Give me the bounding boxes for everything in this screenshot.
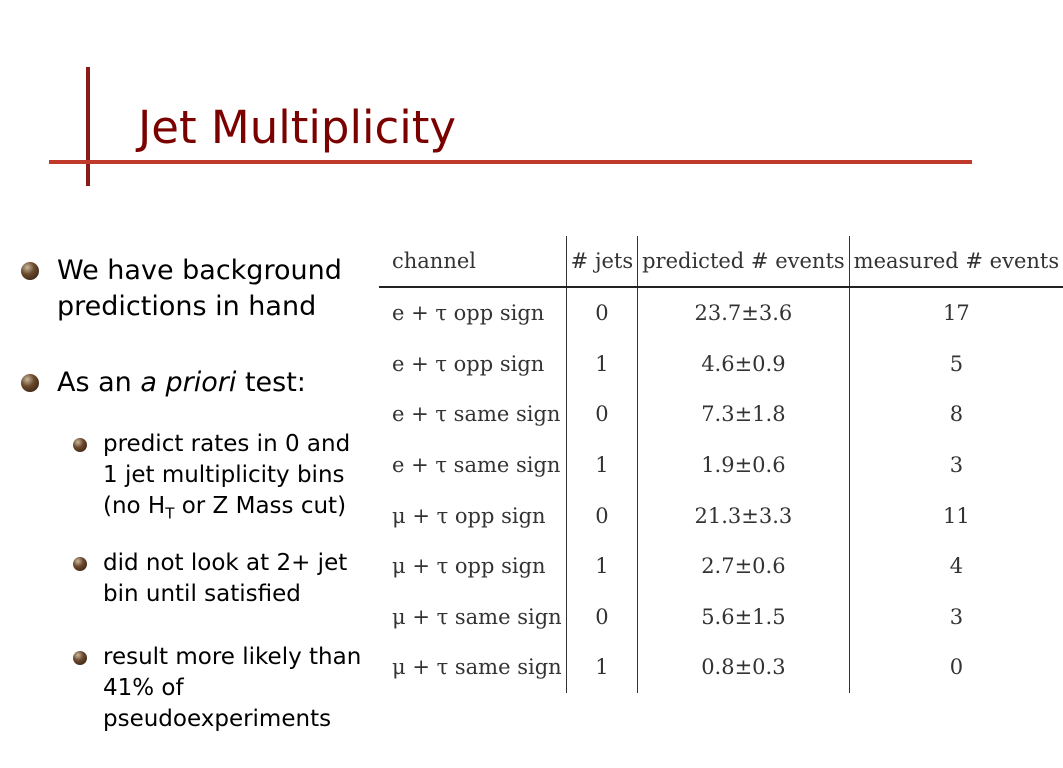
sub-bullet-dot-icon (73, 438, 87, 452)
table-row (379, 339, 1063, 390)
cell-channel: μ + τ opp sign (392, 554, 546, 579)
cell-jets: 0 (566, 389, 637, 440)
sub-bullet-1-line-3 (103, 491, 346, 530)
header-channel: channel (379, 236, 566, 287)
bullet-dot-icon (21, 262, 39, 280)
header-jets: # jets (566, 236, 637, 287)
cell-predicted: 23.7±3.6 (638, 287, 850, 339)
table-row (379, 440, 1063, 491)
cell-predicted: 1.9±0.6 (638, 440, 850, 491)
sub-bullet-dot-icon (73, 651, 87, 665)
bullet-2-pre: As an (57, 367, 141, 398)
cell-jets: 1 (566, 440, 637, 491)
sub-bullet-dot-icon (73, 557, 87, 571)
cell-measured: 4 (849, 541, 1063, 592)
bullet-dot-icon (21, 374, 39, 392)
cell-measured: 0 (849, 642, 1063, 693)
header-measured: measured # events (849, 236, 1063, 287)
title-horizontal-rule (49, 160, 972, 164)
sub-bullet-1-line-1: predict rates in 0 and (103, 431, 351, 457)
table-row (379, 287, 1063, 339)
table-row (379, 490, 1063, 541)
cell-jets: 0 (566, 490, 637, 541)
cell-jets: 0 (566, 592, 637, 643)
events-table (379, 236, 1063, 693)
cell-predicted: 2.7±0.6 (638, 541, 850, 592)
cell-measured: 3 (849, 592, 1063, 643)
cell-channel: e + τ opp sign (392, 301, 545, 326)
cell-jets: 1 (566, 541, 637, 592)
cell-channel: μ + τ same sign (392, 655, 562, 680)
cell-measured: 17 (849, 287, 1063, 339)
bullet-1-line-2: predictions in hand (57, 291, 317, 322)
cell-jets: 0 (566, 287, 637, 339)
bullet-2-emphasis: a priori (140, 367, 237, 398)
cell-predicted: 4.6±0.9 (638, 339, 850, 390)
cell-channel: μ + τ opp sign (392, 503, 546, 528)
cell-channel: e + τ opp sign (392, 351, 545, 376)
bullet-1-line-1: We have background (57, 255, 342, 286)
cell-channel: μ + τ same sign (392, 604, 562, 629)
cell-channel: e + τ same sign (392, 453, 561, 478)
events-table-panel (379, 236, 1060, 692)
sub-bullet-2-line-1: did not look at 2+ jet (103, 550, 348, 576)
cell-measured: 5 (849, 339, 1063, 390)
sub-bullet-1-subscript: T (165, 504, 175, 523)
cell-predicted: 0.8±0.3 (638, 642, 850, 693)
sub-bullet-3-line-3: pseudoexperiments (103, 706, 332, 732)
cell-channel: e + τ same sign (392, 402, 561, 427)
bullet-2 (57, 365, 306, 401)
cell-jets: 1 (566, 642, 637, 693)
sub-bullet-2-line-2: bin until satisfied (103, 581, 301, 607)
sub-bullet-1-post: or Z Mass cut) (174, 493, 347, 519)
cell-measured: 11 (849, 490, 1063, 541)
sub-bullet-3-line-1: result more likely than (103, 644, 362, 670)
slide-title: Jet Multiplicity (138, 101, 456, 154)
cell-measured: 3 (849, 440, 1063, 491)
cell-measured: 8 (849, 389, 1063, 440)
sub-bullet-1-pre: (no H (103, 493, 166, 519)
sub-bullet-1-line-2: 1 jet multiplicity bins (103, 462, 345, 488)
cell-predicted: 7.3±1.8 (638, 389, 850, 440)
sub-bullet-3-line-2: 41% of (103, 675, 184, 701)
table-row (379, 389, 1063, 440)
table-row (379, 592, 1063, 643)
bullet-2-post: test: (236, 367, 306, 398)
header-predicted: predicted # events (638, 236, 850, 287)
cell-jets: 1 (566, 339, 637, 390)
table-header-row (379, 236, 1063, 287)
cell-predicted: 21.3±3.3 (638, 490, 850, 541)
table-row (379, 541, 1063, 592)
cell-predicted: 5.6±1.5 (638, 592, 850, 643)
title-vertical-rule (86, 67, 90, 186)
table-row (379, 642, 1063, 693)
